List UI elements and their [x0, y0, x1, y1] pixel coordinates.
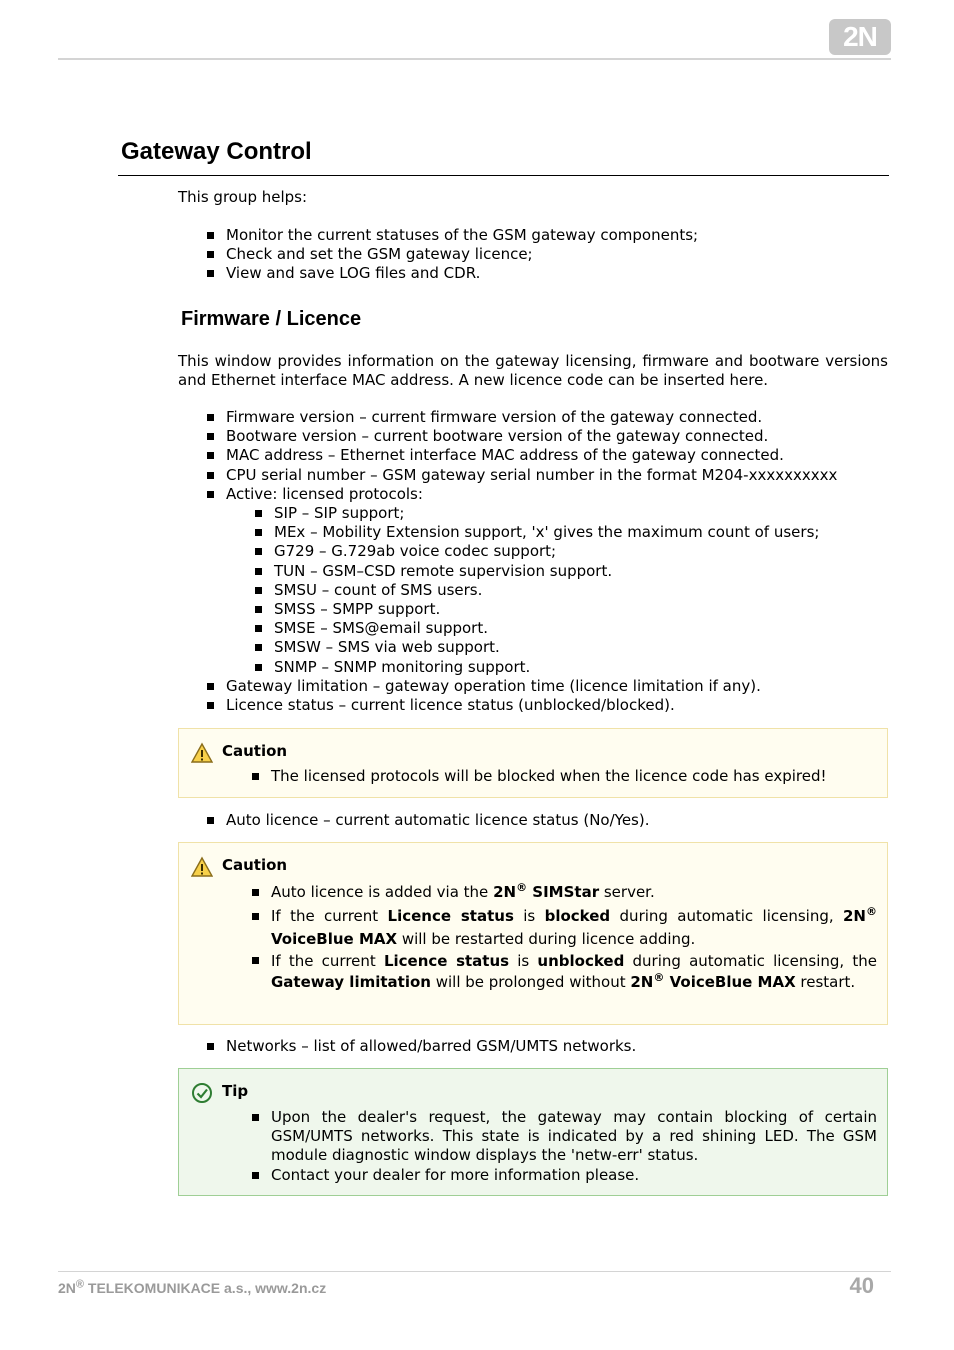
- list-item: Gateway limitation – gateway operation time (licence limitation if any).: [226, 677, 896, 696]
- list-item: SNMP – SNMP monitoring support.: [274, 658, 894, 677]
- bullet-icon: [252, 1172, 259, 1179]
- header-rule: [58, 58, 891, 60]
- list-item: If the current Licence status is unblocked during automatic licensing, the Gateway limitation will be prolonged without 2N® VoiceBlue MAX restart.: [271, 951, 877, 993]
- bullet-icon: [252, 773, 259, 780]
- list-item: Check and set the GSM gateway licence;: [226, 245, 896, 264]
- 2n-logo: 2N: [829, 19, 891, 55]
- bullet-icon: [207, 817, 214, 824]
- tip-list: [271, 1108, 877, 1185]
- list-item: Firmware version – current firmware version of the gateway connected.: [226, 408, 896, 427]
- list-item: Upon the dealer's request, the gateway may contain blocking of certain GSM/UMTS networks. This state is indicated by a red shining LED. The GSM module diagnostic window displays the 'netw-err' status.: [271, 1108, 877, 1166]
- list-item: SMSS – SMPP support.: [274, 600, 894, 619]
- bullet-icon: [207, 433, 214, 440]
- bullet-icon: [255, 568, 262, 575]
- bullet-icon: [252, 913, 259, 920]
- auto-licence-list: [226, 811, 896, 830]
- list-item: SIP – SIP support;: [274, 504, 894, 523]
- bullet-icon: [207, 1043, 214, 1050]
- bullet-icon: [255, 664, 262, 671]
- footer-rule: [58, 1271, 891, 1272]
- bullet-icon: [207, 270, 214, 277]
- list-item: CPU serial number – GSM gateway serial number in the format M204-xxxxxxxxxx: [226, 466, 896, 485]
- list-item: Licence status – current licence status (unblocked/blocked).: [226, 696, 896, 715]
- footer-company: 2N® TELEKOMUNIKACE a.s., www.2n.cz: [58, 1278, 327, 1296]
- list-item: Networks – list of allowed/barred GSM/UMTS networks.: [226, 1037, 896, 1056]
- bullet-icon: [255, 625, 262, 632]
- list-item: Auto licence is added via the 2N® SIMStar server.: [271, 883, 877, 902]
- bullet-icon: [255, 606, 262, 613]
- bullet-icon: [252, 957, 259, 964]
- subsection-paragraph: This window provides information on the gateway licensing, firmware and bootware versions and Ethernet interface MAC address. A new licence code can be inserted here.: [178, 352, 888, 389]
- intro-text: This group helps:: [178, 188, 308, 206]
- list-item: If the current Licence status is blocked during automatic licensing, 2N® VoiceBlue MAX will be restarted during licence adding.: [271, 905, 877, 951]
- intro-list: [226, 226, 896, 284]
- caution-box-2: [178, 842, 888, 1025]
- bullet-icon: [207, 414, 214, 421]
- bullet-icon: [207, 232, 214, 239]
- bullet-icon: [255, 587, 262, 594]
- protocol-list: [274, 504, 894, 677]
- bullet-icon: [252, 1114, 259, 1121]
- caution-title: Caution: [222, 856, 288, 874]
- list-item: SMSW – SMS via web support.: [274, 638, 894, 657]
- warning-icon: [191, 742, 213, 764]
- bullet-icon: [255, 529, 262, 536]
- bullet-icon: [207, 472, 214, 479]
- list-item: Monitor the current statuses of the GSM gateway components;: [226, 226, 896, 245]
- tip-box: [178, 1068, 888, 1196]
- list-item: View and save LOG files and CDR.: [226, 264, 896, 283]
- field-list: [226, 408, 896, 504]
- bullet-icon: [255, 548, 262, 555]
- bullet-icon: [255, 644, 262, 651]
- bullet-icon: [207, 491, 214, 498]
- list-item: SMSE – SMS@email support.: [274, 619, 894, 638]
- caution-title: Caution: [222, 742, 288, 760]
- list-item: TUN – GSM–CSD remote supervision support.: [274, 562, 894, 581]
- networks-list: [226, 1037, 896, 1056]
- list-item: G729 – G.729ab voice codec support;: [274, 542, 894, 561]
- caution-list: [271, 767, 877, 786]
- list-item: Active: licensed protocols:: [226, 485, 896, 504]
- bullet-icon: [207, 452, 214, 459]
- bullet-icon: [207, 251, 214, 258]
- bullet-icon: [252, 889, 259, 896]
- list-item: MAC address – Ethernet interface MAC address of the gateway connected.: [226, 446, 896, 465]
- list-item: MEx – Mobility Extension support, 'x' gives the maximum count of users;: [274, 523, 894, 542]
- list-item: Auto licence – current automatic licence status (No/Yes).: [226, 811, 896, 830]
- list-item: SMSU – count of SMS users.: [274, 581, 894, 600]
- title-rule: [118, 175, 889, 176]
- section-title: Gateway Control: [121, 138, 312, 165]
- warning-icon: [191, 856, 213, 878]
- bullet-icon: [207, 683, 214, 690]
- page-number: 40: [849, 1273, 874, 1298]
- list-item: Contact your dealer for more information please.: [271, 1166, 877, 1185]
- list-item: Bootware version – current bootware version of the gateway connected.: [226, 427, 896, 446]
- checkmark-icon: [191, 1082, 213, 1104]
- caution-box: [178, 728, 888, 798]
- field-list-2: [226, 677, 896, 715]
- list-item: The licensed protocols will be blocked when the licence code has expired!: [271, 767, 877, 786]
- bullet-icon: [207, 702, 214, 709]
- bullet-icon: [255, 510, 262, 517]
- tip-title: Tip: [222, 1082, 249, 1100]
- subsection-title: Firmware / Licence: [181, 308, 362, 330]
- caution-list: [271, 883, 877, 993]
